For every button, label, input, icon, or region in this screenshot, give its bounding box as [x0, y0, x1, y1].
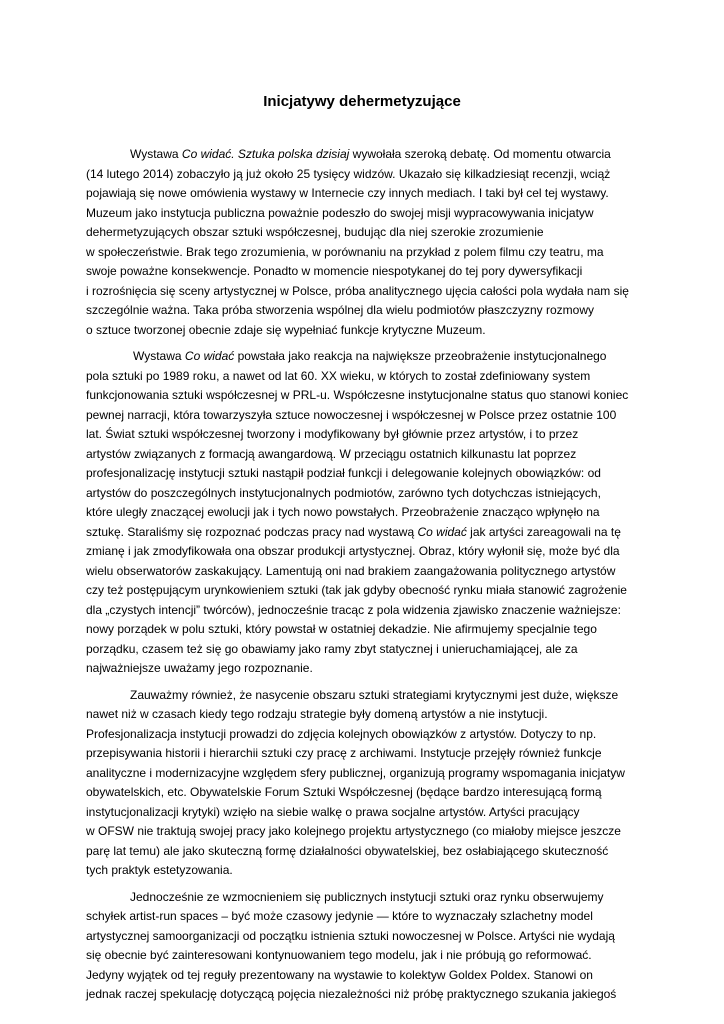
text-run: dla „czystych intencji” twórców), jednocześnie tracąc z pola widzenia zjawisko znaczenie ważniejsze:: [86, 602, 621, 617]
text-run: artystów związanych z formacją awangardową. W przeciągu ostatnich kilkunastu lat poprzez: [86, 446, 577, 461]
text-run: nawet niż w czasach kiedy tego rodzaju strategie były domeną artystów a nie instytucji.: [86, 707, 548, 721]
text-run: sztukę. Staraliśmy się rozpoznać podczas pracy nad wystawą: [86, 524, 418, 539]
text-line: [86, 705, 646, 725]
paragraph: [86, 888, 646, 1005]
text-line: [86, 425, 646, 445]
text-run: artystycznej samoorganizacji od początku istnienia sztuki nowoczesnej w Polsce. Artyści nie wydają: [86, 928, 615, 943]
text-line: [86, 321, 646, 341]
text-run: w społeczeństwie. Brak tego zrozumienia, w porównaniu na przykład z polem filmu czy teatru, ma: [86, 244, 604, 259]
text-run: powstała jako reakcja na największe przeobrażenie instytucjonalnego: [234, 349, 607, 363]
text-run: (14 lutego 2014) zobaczyło ją już około 25 tysięcy widzów. Ukazało się kilkadziesiąt recenzji, wciąż: [86, 166, 611, 181]
text-run: dehermetyzujących obszar sztuki współczesnej, budując dla niej szerokie zrozumienie: [86, 225, 544, 239]
text-run: zmianę i jak zmodyfikowała ona obszar produkcji artystycznej. Obraz, który wyłonił się, może być dla: [86, 544, 620, 558]
text-line: [86, 620, 646, 640]
text-run: artystów do poszczególnych instytucjonalnych podmiotów, zarówno tych dotychczas istniejących,: [86, 485, 601, 500]
text-run: pojawiają się nowe omówienia wystawy w Internecie czy innych mediach. I taki był cel tej wystawy.: [86, 186, 609, 200]
text-run: swoje poważne konsekwencje. Ponadto w momencie niespotykanej do tej pory dywersyfikacji: [86, 264, 583, 278]
text-run: analityczne i modernizacyjne względem sfery publicznej, organizują programy wspomagania inicjatyw: [86, 765, 625, 780]
text-run: o sztuce tworzonej obecnie zdaje się wypełniać funkcje krytyczne Muzeum.: [86, 322, 486, 337]
text-run: i rozrośnięcia się sceny artystycznej w Polsce, próba analitycznego ujęcia całości pola wydała nam się: [86, 283, 629, 298]
text-run: Muzeum jako instytucja publiczna poważnie podeszło do swojej misji wypracowywania inicjatyw: [86, 205, 594, 220]
text-line: [86, 503, 646, 523]
text-run: obywatelskich, etc. Obywatelskie Forum Sztuki Współczesnej (będące bardzo interesującą formą: [86, 785, 602, 799]
text-run: tych praktyk estetyzowania.: [86, 863, 233, 877]
text-run: lat. Świat sztuki współczesnej tworzony i modyfikowany był głównie przez artystów, i to przez: [86, 427, 579, 441]
text-line: [86, 523, 646, 543]
text-line: [86, 262, 646, 282]
text-line: [86, 243, 646, 263]
text-line: [86, 406, 646, 426]
text-run: jak artyści zareagowali na tę: [466, 524, 621, 539]
text-run: szczególnie ważna. Taka próba stworzenia wspólnej dla wielu podmiotów płaszczyzny rozmowy: [86, 303, 595, 317]
text-line: [86, 946, 646, 966]
text-line: [86, 145, 646, 165]
text-line: [86, 581, 646, 601]
text-line: [86, 386, 646, 406]
document-body: [86, 145, 646, 1005]
text-line: [86, 601, 646, 621]
text-line: [86, 204, 646, 224]
italic-title: Co widać: [184, 349, 235, 363]
text-run: schyłek artist-run spaces – być może czasowy jedynie — które to wyznaczały szlachetny model: [86, 909, 593, 923]
text-line: [86, 640, 646, 660]
text-line: [86, 966, 646, 986]
text-line: [86, 744, 646, 764]
text-run: Wystawa: [133, 349, 185, 363]
text-run: funkcjonowania sztuki współczesnej w PRL-u. Współczesne instytucjonalne status quo stanowi koniec: [86, 388, 629, 402]
text-line: [86, 659, 646, 679]
italic-title: Co widać. Sztuka polska dzisiaj: [181, 147, 350, 161]
text-run: pewnej narracji, która towarzyszyła sztuce nowoczesnej i współczesnej w Polsce przez ostatnie 100: [86, 407, 617, 422]
text-line: [86, 888, 646, 908]
text-line: [86, 367, 646, 387]
text-line: [86, 725, 646, 745]
text-run: jednak raczej spekulację dotyczącą pojęcia niezależności niż próbę praktycznego szukania jakiegoś: [86, 987, 617, 1001]
text-run: wywołała szeroką debatę. Od momentu otwarcia: [349, 147, 611, 161]
text-run: najważniejsze uważamy jego rozpoznanie.: [86, 661, 313, 675]
paragraph: [86, 686, 646, 881]
text-run: Jednocześnie ze wzmocnieniem się publicznych instytucji sztuki oraz rynku obserwujemy: [130, 889, 604, 904]
text-run: się obecnie być zainteresowani kontynuowaniem tego modelu, jak i nie próbują go reformować.: [86, 948, 592, 962]
text-line: [86, 764, 646, 784]
text-run: pola sztuki po 1989 roku, a nawet od lat 60. XX wieku, w których to został zdefiniowany system: [86, 368, 591, 383]
document-title: Inicjatywy dehermetyzujące: [263, 93, 461, 110]
text-run: czy też postępującym urynkowieniem sztuki (tak jak gdyby obecność rynku miała stanowić zagrożenie: [86, 583, 627, 597]
text-run: Jedyny wyjątek od tej reguły prezentowany na wystawie to kolektyw Goldex Poldex. Stanowi on: [86, 967, 593, 982]
text-line: [86, 445, 646, 465]
text-run: Profesjonalizacja instytucji prowadzi do zdjęcia kolejnych obowiązków z artystów. Dotyczy to np.: [86, 726, 597, 741]
text-line: [86, 282, 646, 302]
paragraph: [86, 145, 646, 340]
text-run: które uległy znaczącej ewolucji jak i tych nowo powstałych. Przeobrażenie znacząco wpłynęło na: [86, 505, 600, 519]
text-run: profesjonalizację instytucji sztuki nastąpił podział funkcji i delegowanie kolejnych obowiązków: od: [86, 466, 601, 480]
text-line: [86, 542, 646, 562]
paragraph: [86, 347, 646, 679]
italic-title: Co widać: [417, 524, 467, 539]
text-run: wielu obserwatorów zaskakujący. Lamentują oni nad brakiem zaangażowania politycznego artystów: [86, 563, 616, 578]
text-line: [86, 347, 646, 367]
text-line: [86, 783, 646, 803]
text-run: Wystawa: [130, 147, 182, 161]
text-run: instytucjonalizacji krytyki) wzięło na siebie walkę o prawa socjalne artystów. Artyści pracujący: [86, 804, 580, 819]
text-line: [86, 184, 646, 204]
text-line: [86, 686, 646, 706]
text-line: [86, 464, 646, 484]
text-run: nowy porządek w polu sztuki, który powstał w ostatniej dekadzie. Nie afirmujemy specjalnie tego: [86, 622, 597, 636]
text-line: [86, 861, 646, 881]
text-line: [86, 165, 646, 185]
text-run: Zauważmy również, że nasycenie obszaru sztuki strategiami krytycznymi jest duże, większe: [130, 687, 619, 702]
text-line: [86, 301, 646, 321]
text-run: parę lat temu) ale jako skuteczną formę działalności obywatelskiej, bez osłabiającego skuteczność: [86, 843, 609, 858]
text-run: w OFSW nie traktują swojej pracy jako kolejnego projektu artystycznego (co miałoby miejsce jeszcze: [86, 824, 621, 838]
text-run: porządku, czasem też się go obawiamy jako ramy zbyt statycznej i unieruchamiającej, ale za: [86, 641, 578, 656]
text-run: przepisywania historii i hierarchii sztuki czy pracę z archiwami. Instytucje przejęły również funkcje: [86, 746, 602, 760]
text-line: [86, 484, 646, 504]
text-line: [86, 562, 646, 582]
text-line: [86, 985, 646, 1005]
text-line: [86, 842, 646, 862]
text-line: [86, 907, 646, 927]
text-line: [86, 927, 646, 947]
text-line: [86, 803, 646, 823]
text-line: [86, 223, 646, 243]
text-line: [86, 822, 646, 842]
